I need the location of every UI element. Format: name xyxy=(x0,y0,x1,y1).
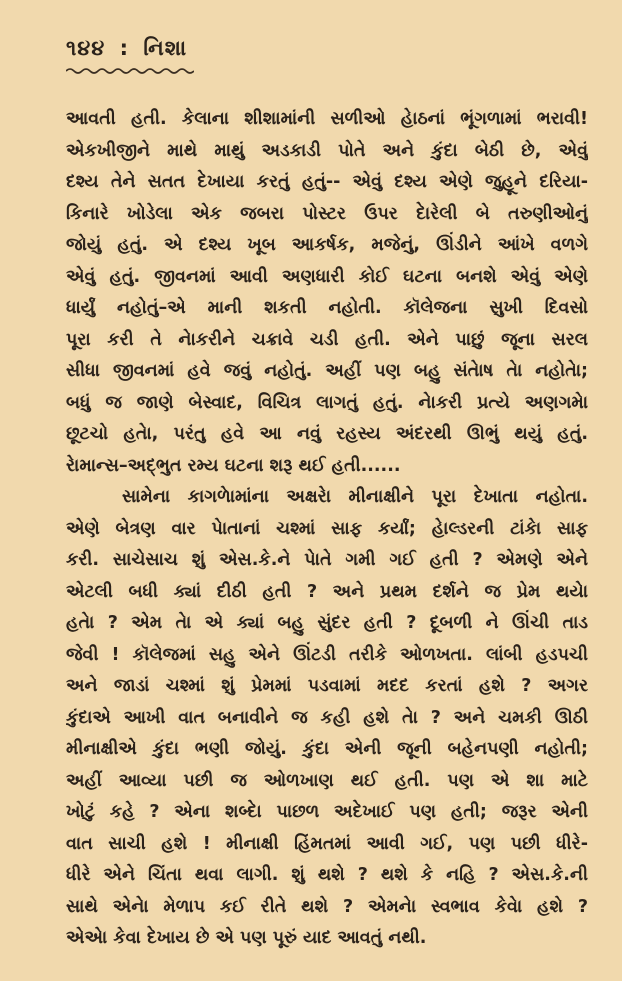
text-line: સાથે એનેા મેળાપ કઈ રીતે થશે ? એમનેા સ્વભાવ કેવેા હશે ? xyxy=(66,896,588,917)
text-line: સીધા જીવનમાં હવે જવું નહોતું. અહીં પણ બહુ સંતેાષ તેા નહોતેા; xyxy=(66,361,588,381)
text-line: દશ્ય તેને સતત દેખાયા કરતું હતું-- એવું દશ્ય એણે જુહૂને દરિયા- xyxy=(66,172,588,192)
paragraph xyxy=(66,482,588,955)
text-line: સામેના કાગળેામાંના અક્ષરેા મીનાક્ષીને પૂરા દેખાતા નહોતા. xyxy=(122,487,588,507)
page-number: ૧૪૪ xyxy=(66,36,106,60)
wavy-underline-ornament xyxy=(66,66,194,76)
text-line: ખોટું કહે ? એના શબ્દેા પાછળ અદેખાઈ પણ હતી; જરૂર એની xyxy=(66,802,588,822)
text-line: રેામાન્સ–અદ્‌ભુત રમ્ય ઘટના શરૂ થઈ હતી...... xyxy=(66,455,401,476)
text-line: વાત સાચી હશે ! મીનાક્ષી હિંમતમાં આવી ગઈ, પણ પછી ધીરે- xyxy=(66,833,588,854)
page-body-text xyxy=(66,104,588,955)
text-line: કુંદાએ આખી વાત બનાવીને જ કહી હશે તેા ? અને ચમકી ઊઠી xyxy=(66,707,588,728)
text-line: ધીરે એને ચિંતા થવા લાગી. શું થશે ? થશે કે નહિ ? એસ.કે.ની xyxy=(66,865,588,885)
text-line: કરી. સાચેસાચ શું એસ.કે.ને પેાતે ગમી ગઈ હતી ? એમણે એને xyxy=(66,550,588,570)
text-line: મીનાક્ષીએ કુંદા ભણી જોયું. કુંદા એની જૂની બહેનપણી નહોતી; xyxy=(66,739,588,759)
text-line: એટલી બધી ક્યાં દીઠી હતી ? અને પ્રથમ દર્શને જ પ્રેમ થયેા xyxy=(66,581,588,602)
text-line: એણે બેત્રણ વાર પેાતાનાં ચશ્માં સાફ કર્યાં; હેાલ્ડરની ટાંકેા સાફ xyxy=(66,518,588,539)
text-line: આવતી હતી. કેલાના શીશામાંની સળીઓ હેાઠનાં ભૂંગળામાં ભરાવી! xyxy=(66,109,588,129)
text-line: એવું હતું. જીવનમાં આવી અણધારી કોઈ ઘટના બનશે એવું એણે xyxy=(66,266,588,287)
paragraph xyxy=(66,104,588,482)
text-line: કિનારે ખોડેલા એક જબરા પોસ્ટર ઉપર દેારેલી બે તરુણીઓનું xyxy=(66,203,588,224)
book-title: નિશા xyxy=(143,36,188,60)
text-line: અહીં આવ્યા પછી જ ઓળખાણ થઈ હતી. પણ એ શા માટે xyxy=(66,770,588,791)
text-line: ધાર્યું નહોતું–એ માની શકતી નહોતી. કૉલેજના સુખી દિવસો xyxy=(66,298,588,318)
text-line: અને જાડાં ચશ્માં શું પ્રેમમાં પડવામાં મદદ કરતાં હશે ? અગર xyxy=(66,676,588,696)
text-line: છૂટચો હતેા, પરંતુ હવે આ નવું રહસ્ય અંદરથી ઊભું થયું હતું. xyxy=(66,424,588,444)
text-line: પૂરા કરી તે નેાકરીને ચક્રાવે ચડી હતી. એને પાછું જૂના સરલ xyxy=(66,329,588,350)
text-line: એકખીજીને માથે માથું અડકાડી પોતે અને કુંદા બેઠી છે, એવું xyxy=(66,140,588,161)
text-line: હતેા ? એમ તેા એ ક્યાં બહુ સુંદર હતી ? દૂબળી ને ઊંચી તાડ xyxy=(66,613,588,633)
text-line: બધું જ જાણે બેસ્વાદ, વિચિત્ર લાગતું હતું. નેાકરી પ્રત્યે અણગમેા xyxy=(66,392,588,413)
page-header xyxy=(66,34,588,62)
text-line: એએા કેવા દેખાય છે એ પણ પૂરું યાદ આવતું નથી. xyxy=(66,928,427,948)
text-line: જેવી ! કૉલેજમાં સહુ એને ઊંટડી તરીકે ઓળખતા. લાંબી હડપચી xyxy=(66,644,588,665)
text-line: જોયું હતું. એ દશ્ય ખૂબ આકર્ષક, મજેનું, ઊંડીને આંખે વળગે xyxy=(66,235,588,255)
header-separator: : xyxy=(119,36,130,60)
